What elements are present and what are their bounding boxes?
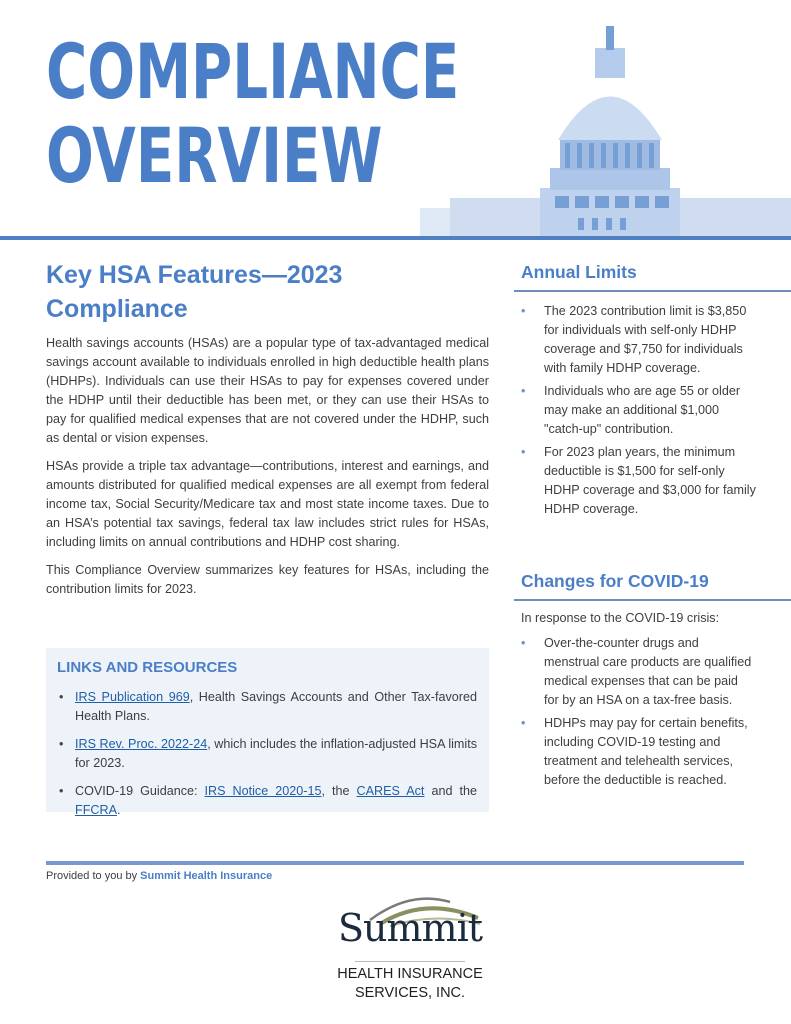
- link-separator: , the: [321, 784, 357, 798]
- list-item: • The 2023 contribution limit is $3,850 for individuals with self-only HDHP coverage and $7,750 for individuals with family HDHP coverage.: [514, 302, 756, 378]
- link-description: , which includes the inflation-adjusted HSA limits for 2023.: [75, 737, 478, 770]
- irs-publication-969-link[interactable]: IRS Publication 969: [75, 690, 190, 704]
- link-prefix: COVID-19 Guidance:: [75, 784, 205, 798]
- link-separator: and the: [424, 784, 477, 798]
- provided-prefix: Provided to you by: [46, 870, 141, 882]
- links-list: [57, 688, 477, 829]
- covid-list: [514, 634, 791, 790]
- provider-name: Summit Health Insurance: [140, 870, 273, 882]
- covid-section: [514, 568, 791, 794]
- header-divider: [0, 236, 791, 240]
- list-item: • Individuals who are age 55 or older may make an additional $1,000 "catch-up" contribution.: [514, 382, 756, 439]
- link-suffix: .: [116, 803, 121, 817]
- annual-limits-list: [514, 302, 791, 519]
- list-item: [57, 735, 477, 773]
- cares-act-link[interactable]: CARES Act: [356, 784, 425, 798]
- link-description: , Health Savings Accounts and Other Tax-favored Health Plans.: [75, 690, 477, 723]
- intro-paragraph: Health savings accounts (HSAs) are a popular type of tax-advantaged medical savings account available to individuals enrolled in high deductible health plans (HDHPs). Individuals can use their HSAs to pay for expenses covered under the HDHP until their deductible has been met, or they can use their HSAs to pay for qualified medical expenses that are not covered under the HDHP, such as dental or vision expenses.: [46, 336, 489, 445]
- logo-divider: [355, 961, 465, 962]
- title-line-1: COMPLIANCE: [46, 27, 460, 116]
- links-and-resources-box: [46, 648, 489, 817]
- list-item: • HDHPs may pay for certain benefits, including COVID-19 testing and treatment and telehealth services, before the deductible is reached.: [514, 714, 756, 790]
- links-title: LINKS AND RESOURCES: [57, 659, 238, 676]
- capitol-building-icon: [420, 18, 791, 238]
- annual-limits-heading: Annual Limits: [521, 262, 637, 282]
- list-item: • Over-the-counter drugs and menstrual care products are qualified medical expenses that can be paid for by an HSA on a tax-free basis.: [514, 634, 756, 710]
- main-heading: [46, 258, 489, 326]
- list-item: [57, 782, 477, 820]
- main-heading-line-2: Compliance: [46, 295, 188, 323]
- logo-wordmark: Summit: [338, 906, 482, 950]
- section-divider: [514, 599, 791, 601]
- footer-divider: [46, 861, 744, 865]
- irs-rev-proc-link[interactable]: IRS Rev. Proc. 2022-24: [75, 737, 208, 751]
- page-title: [46, 27, 460, 200]
- list-item: [57, 688, 477, 726]
- main-column: [46, 258, 489, 599]
- logo-subtitle-line-1: HEALTH INSURANCE: [337, 966, 483, 982]
- ffcra-link[interactable]: FFCRA: [75, 803, 117, 817]
- irs-notice-link[interactable]: IRS Notice 2020-15: [204, 784, 322, 798]
- tax-advantage-paragraph: HSAs provide a triple tax advantage—contributions, interest and earnings, and amounts distributed for qualified medical expenses are all exempt from federal income tax, Social Security/Medicare tax and most state income taxes. Due to an HSA’s potential tax savings, federal tax law includes strict rules for HSAs, including limits on annual contributions and HDHP cost sharing.: [46, 459, 489, 549]
- company-logo: [330, 888, 490, 1008]
- title-line-2: OVERVIEW: [46, 111, 383, 200]
- list-item: • For 2023 plan years, the minimum deductible is $1,500 for self-only HDHP coverage and $3,000 for family HDHP coverage.: [514, 443, 756, 519]
- header: [0, 0, 791, 242]
- covid-intro: In response to the COVID-19 crisis:: [521, 611, 720, 625]
- logo-subtitle-line-2: SERVICES, INC.: [354, 985, 466, 1001]
- covid-heading: Changes for COVID-19: [521, 571, 709, 591]
- main-heading-line-1: Key HSA Features—2023: [46, 261, 343, 289]
- summary-paragraph: This Compliance Overview summarizes key features for HSAs, including the contribution limits for 2023.: [46, 563, 489, 596]
- logo-subtitle: [330, 965, 490, 1003]
- section-divider: [514, 290, 791, 292]
- annual-limits-section: [514, 259, 791, 523]
- provided-by: [46, 870, 272, 882]
